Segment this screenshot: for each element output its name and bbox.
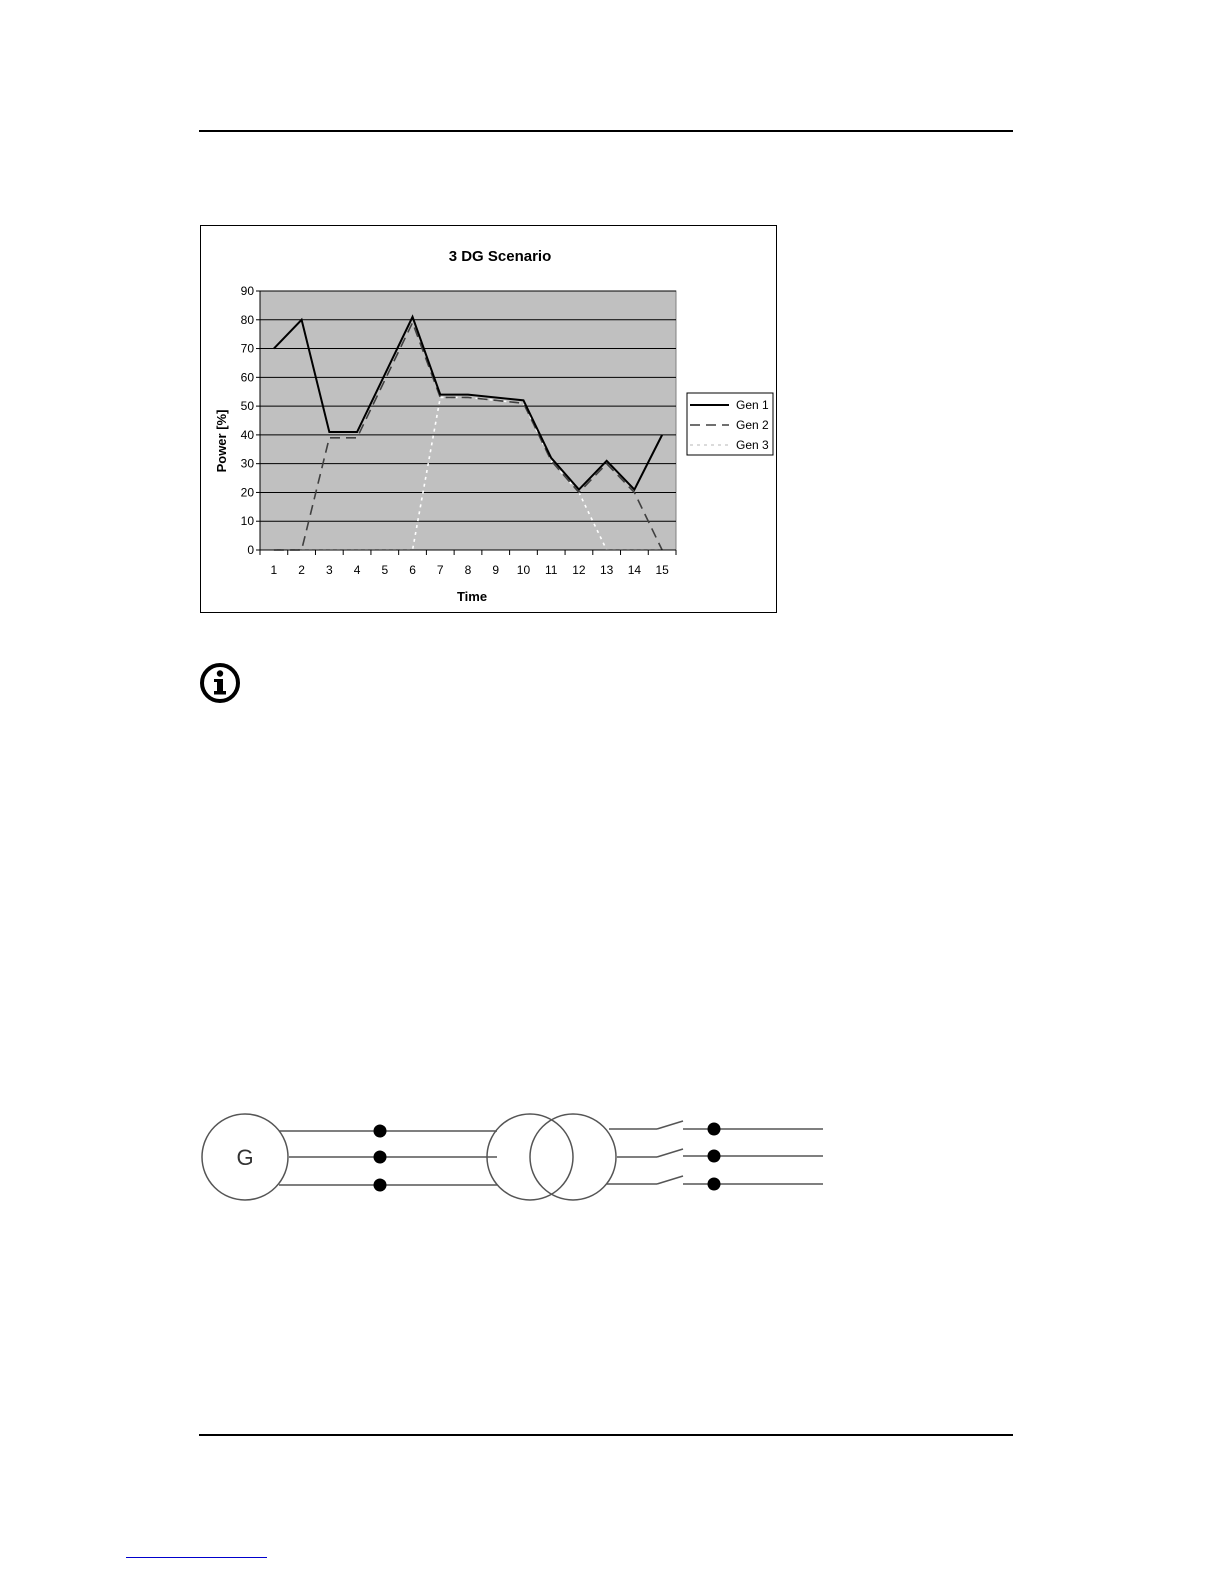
x-tick-label: 5 [381, 563, 389, 577]
chart-title: 3 DG Scenario [448, 248, 552, 265]
info-icon [199, 662, 241, 704]
generator-label: G [236, 1145, 254, 1170]
x-tick-label: 2 [298, 563, 305, 577]
chart-frame [200, 225, 777, 613]
y-tick-label: 50 [240, 399, 254, 414]
x-tick-label: 4 [353, 563, 361, 577]
legend-label: Gen 3 [736, 438, 769, 452]
y-tick-label: 60 [240, 370, 254, 385]
y-tick-label: 90 [240, 284, 254, 298]
y-tick-label: 40 [240, 427, 254, 442]
x-tick-label: 8 [464, 563, 472, 577]
y-axis-label: Power [%] [214, 409, 229, 473]
header-rule [199, 130, 1013, 132]
y-tick-label: 10 [240, 514, 254, 529]
y-tick-label: 20 [240, 485, 254, 500]
x-tick-label: 14 [627, 563, 642, 577]
legend-label: Gen 1 [736, 398, 769, 412]
x-tick-label: 3 [325, 563, 333, 577]
y-tick-label: 80 [240, 312, 254, 327]
footnote-separator [126, 1557, 267, 1558]
x-tick-label: 10 [516, 563, 531, 577]
x-tick-label: 11 [544, 563, 558, 577]
plot-area [260, 291, 676, 550]
legend-label: Gen 2 [736, 418, 769, 432]
generator-conductors [279, 1131, 497, 1185]
line-chart [201, 226, 778, 614]
x-tick-label: 9 [492, 563, 500, 577]
x-tick-label: 1 [270, 563, 278, 577]
x-tick-label: 7 [436, 563, 444, 577]
bus-nodes-left [374, 1125, 387, 1192]
bus-nodes-right [708, 1123, 721, 1191]
y-tick-label: 70 [240, 341, 254, 356]
x-tick-label: 6 [409, 563, 416, 577]
x-axis-label: Time [456, 589, 488, 604]
x-tick-label: 13 [599, 563, 614, 577]
y-tick-label: 0 [247, 543, 254, 557]
legend [687, 393, 773, 455]
single-line-diagram [195, 1105, 835, 1215]
x-tick-label: 15 [655, 563, 669, 577]
x-tick-label: 12 [572, 563, 586, 577]
y-tick-label: 30 [240, 456, 254, 471]
footer-rule [199, 1434, 1013, 1436]
